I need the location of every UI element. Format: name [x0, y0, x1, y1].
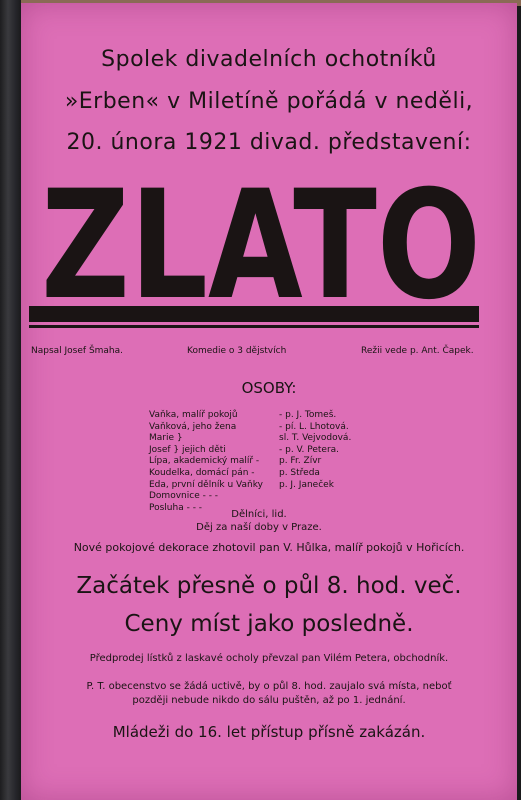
play-title — [31, 175, 491, 305]
cast-list — [149, 410, 351, 514]
prices-line: Ceny míst jako posledně. — [124, 611, 414, 637]
notice-line-2: později nebude nikdo do sálu puštěn, až po 1. jednání. — [132, 695, 406, 706]
title-underline-thick — [29, 306, 479, 322]
cast-row: Lípa, akademický malíř - p. Fr. Zívr — [149, 456, 322, 467]
cast-row: Domovnice - - - — [149, 491, 219, 502]
author-credit: Napsal Josef Šmaha. — [31, 346, 124, 356]
decor-line: Nové pokojové dekorace zhotovil pan V. Hůlka, malíř pokojů v Hořicích. — [73, 541, 465, 554]
youth-restriction: Mládeži do 16. let přístup přísně zakázán. — [112, 723, 426, 741]
start-time: Začátek přesně o půl 8. hod. več. — [76, 573, 462, 599]
header-line-3: 20. února 1921 divad. představení: — [66, 130, 472, 155]
setting-line: Děj za naší doby v Praze. — [196, 522, 322, 533]
genre-credit: Komedie o 3 dějstvích — [187, 346, 287, 356]
title-underline-thin — [29, 325, 479, 328]
director-credit: Režii vede p. Ant. Čapek. — [361, 346, 474, 356]
cast-row: Posluha - - - — [149, 502, 203, 513]
cast-row: Koudelka, domácí pán - p. Středa — [149, 467, 320, 478]
cast-row: Vaňka, malíř pokojů - p. J. Tomeš. — [149, 410, 337, 420]
workers-line: Dělníci, lid. — [231, 509, 287, 520]
notice-line-1: P. T. obecenstvo se žádá uctivě, by o půl 8. hod. zaujalo svá místa, neboť — [86, 681, 452, 692]
svg-text:ZLATO: ZLATO — [41, 175, 481, 305]
cast-row: Marie } sl. T. Vejvodová. — [149, 433, 352, 444]
header-line-1: Spolek divadelních ochotníků — [101, 47, 437, 72]
cast-row: Josef } jejich děti - p. V. Petera. — [149, 444, 340, 455]
theatre-poster — [21, 3, 517, 800]
cast-row: Eda, první dělník u Vaňky p. J. Janeček — [149, 479, 334, 490]
cast-heading: OSOBY: — [241, 379, 297, 397]
header-line-2: »Erben« v Miletíně pořádá v neděli, — [64, 89, 474, 114]
presale-line: Předprodej lístků z laskavé ocholy převzal pan Vilém Petera, obchodník. — [89, 653, 449, 664]
cast-row: Vaňková, jeho žena - pí. L. Lhotová. — [149, 421, 349, 432]
